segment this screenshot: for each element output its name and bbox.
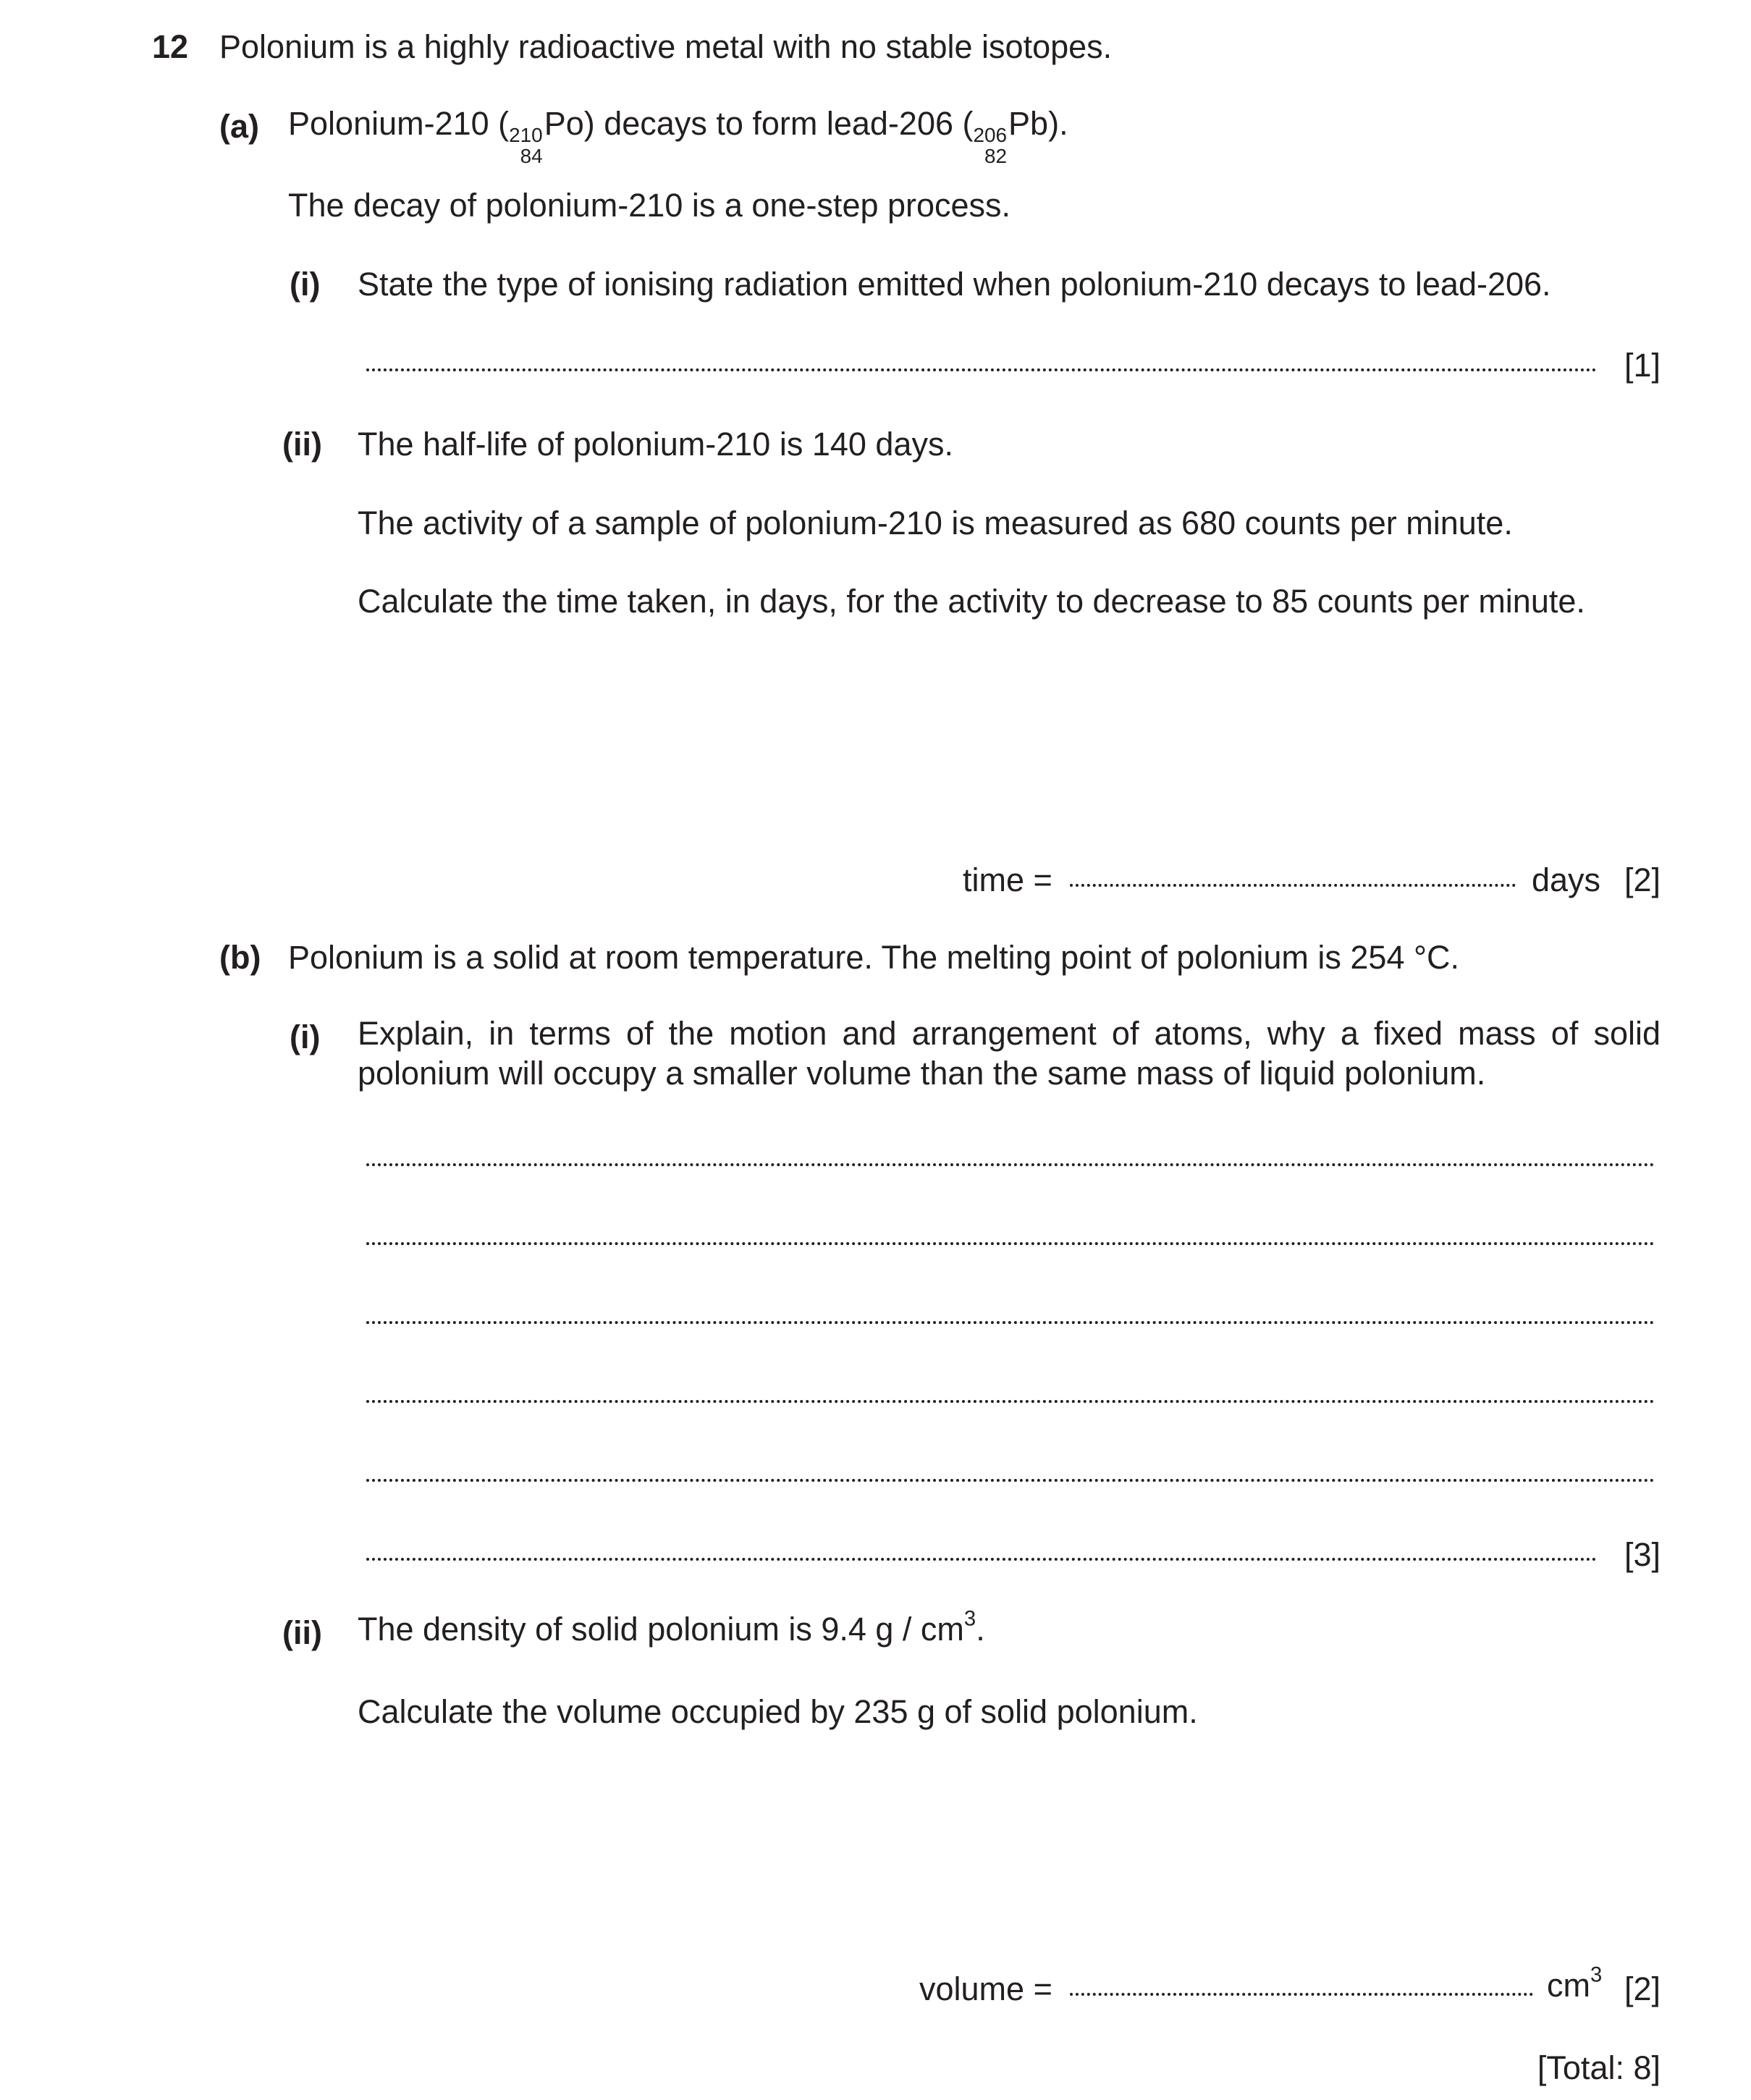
part-b-i-question: Explain, in terms of the motion and arrangement of atoms, why a fixed mass of solid polonium will occupy a smaller volume than the same mass of liquid polonium. <box>358 1015 1661 1092</box>
part-b-i-answer-line-6[interactable] <box>366 1558 1597 1561</box>
part-b-ii-line1 <box>358 1607 985 1648</box>
part-a-stem-post: ). <box>1048 105 1068 142</box>
part-b-i-answer-line-4[interactable] <box>366 1400 1655 1403</box>
question-number: 12 <box>152 28 189 65</box>
part-a-ii-line2: The activity of a sample of polonium-210 is measured as 680 counts per minute. <box>358 505 1513 541</box>
time-answer-label: time = <box>963 861 1052 898</box>
part-a-ii-line1: The half-life of polonium-210 is 140 days. <box>358 426 953 463</box>
volume-unit-exponent: 3 <box>1590 1963 1603 1987</box>
part-b-i-answer-line-5[interactable] <box>366 1479 1655 1482</box>
volume-unit-base: cm <box>1547 1967 1590 2004</box>
density-unit-exponent: 3 <box>963 1607 976 1631</box>
part-b-ii-line2: Calculate the volume occupied by 235 g of solid polonium. <box>358 1693 1198 1730</box>
part-a-ii-marks: [2] <box>1624 861 1661 898</box>
part-a-note: The decay of polonium-210 is a one-step process. <box>288 187 1011 224</box>
part-a-i-question: State the type of ionising radiation emitted when polonium-210 decays to lead-206. <box>358 266 1551 303</box>
part-a-label: (a) <box>219 108 259 145</box>
part-b-ii-marks: [2] <box>1624 1970 1661 2007</box>
po-mass-number: 210 <box>509 123 543 146</box>
time-answer-line[interactable] <box>1070 884 1516 887</box>
density-text: The density of solid polonium is 9.4 g / cm <box>358 1611 964 1648</box>
pb-mass-number: 206 <box>973 123 1008 146</box>
part-a-i-answer-line[interactable] <box>366 368 1597 371</box>
pb-symbol: Pb <box>1008 105 1049 142</box>
part-b-i-answer-line-3[interactable] <box>366 1321 1655 1324</box>
po-nuclide-numbers <box>509 125 543 167</box>
part-a-i-label: (i) <box>290 266 321 303</box>
volume-answer-line[interactable] <box>1070 1993 1533 1996</box>
part-b-ii-label: (ii) <box>282 1614 322 1651</box>
part-a-i-marks: [1] <box>1624 347 1661 384</box>
part-b-i-marks: [3] <box>1624 1536 1661 1573</box>
total-marks: [Total: 8] <box>1537 2049 1661 2086</box>
part-b-stem: Polonium is a solid at room temperature. The melting point of polonium is 254 °C. <box>288 939 1459 976</box>
part-a-stem-mid: ) decays to form lead-206 ( <box>583 105 974 142</box>
density-period: . <box>976 1611 985 1648</box>
part-b-i-answer-line-2[interactable] <box>366 1242 1655 1245</box>
part-b-i-answer-line-1[interactable] <box>366 1163 1655 1166</box>
volume-answer-label: volume = <box>919 1970 1052 2007</box>
part-a-stem-pre: Polonium-210 ( <box>288 105 510 142</box>
po-atomic-number: 84 <box>520 145 543 168</box>
volume-unit <box>1547 1963 1603 2004</box>
part-a-ii-line3: Calculate the time taken, in days, for the activity to decrease to 85 counts per minute. <box>358 583 1585 620</box>
part-a-stem <box>288 107 1068 166</box>
pb-nuclide-numbers <box>974 125 1008 167</box>
po-symbol: Po <box>544 105 584 142</box>
part-b-i-label: (i) <box>290 1019 321 1055</box>
question-intro: Polonium is a highly radioactive metal with no stable isotopes. <box>219 28 1113 65</box>
time-unit: days <box>1532 861 1601 898</box>
part-a-ii-label: (ii) <box>282 426 322 463</box>
part-b-label: (b) <box>219 939 261 976</box>
pb-atomic-number: 82 <box>984 145 1008 168</box>
